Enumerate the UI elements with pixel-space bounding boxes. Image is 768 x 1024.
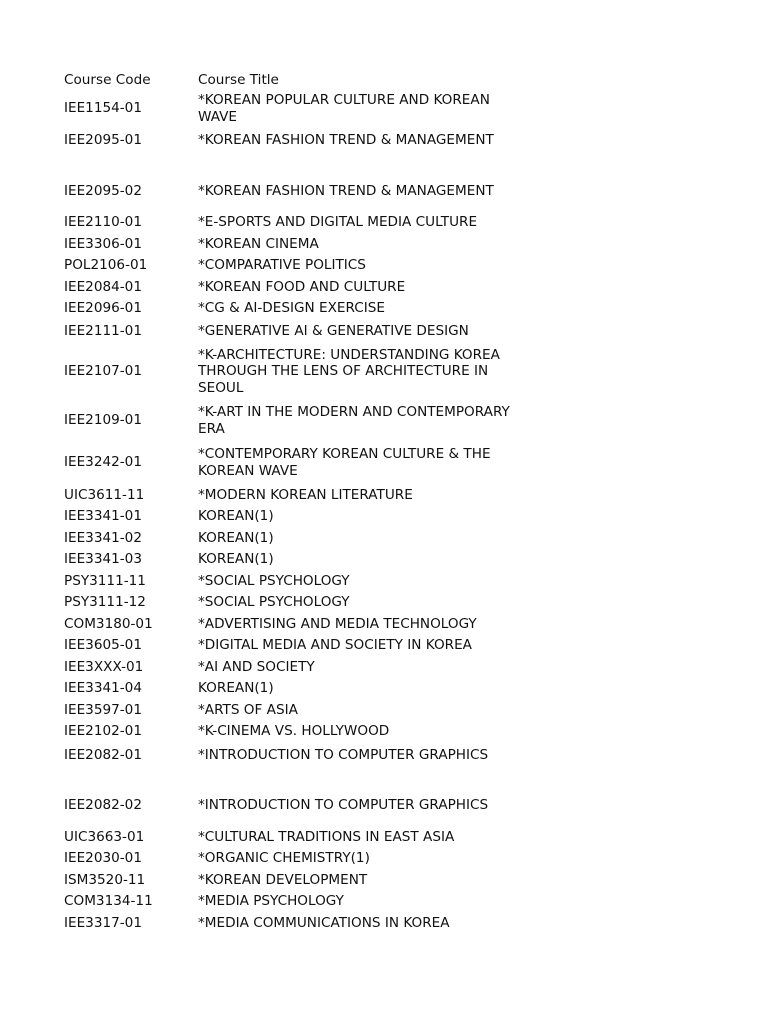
course-code: IEE2110-01 xyxy=(64,214,142,231)
course-title: *E-SPORTS AND DIGITAL MEDIA CULTURE xyxy=(198,214,478,231)
course-title: KOREAN(1) xyxy=(198,551,274,568)
course-code: IEE3341-03 xyxy=(64,551,142,568)
course-code: IEE3597-01 xyxy=(64,701,142,718)
course-code: IEE2102-01 xyxy=(64,723,142,740)
course-code: IEE3605-01 xyxy=(64,637,142,654)
table-row xyxy=(64,298,534,320)
table-row xyxy=(64,785,534,827)
course-code: COM3134-11 xyxy=(64,893,153,910)
course-title: *K-ARCHITECTURE: UNDERSTANDING KOREA THROUGH THE LENS OF ARCHITECTURE IN SEOUL xyxy=(198,346,500,396)
course-title: *MEDIA PSYCHOLOGY xyxy=(198,893,344,910)
course-code: IEE1154-01 xyxy=(64,100,142,117)
course-title: *DIGITAL MEDIA AND SOCIETY IN KOREA xyxy=(198,637,472,654)
table-row xyxy=(64,170,534,212)
course-code: IEE2082-02 xyxy=(64,797,142,814)
table-row xyxy=(64,700,534,722)
course-code: COM3180-01 xyxy=(64,615,153,632)
course-code: IEE2030-01 xyxy=(64,850,142,867)
table-row xyxy=(64,234,534,256)
course-title: *MODERN KOREAN LITERATURE xyxy=(198,486,413,503)
course-title: *ARTS OF ASIA xyxy=(198,701,298,718)
table-row xyxy=(64,721,534,743)
course-title: *SOCIAL PSYCHOLOGY xyxy=(198,594,350,611)
course-title: *INTRODUCTION TO COMPUTER GRAPHICS xyxy=(198,746,489,763)
course-code: PSY3111-12 xyxy=(64,594,146,611)
course-title: *MEDIA COMMUNICATIONS IN KOREA xyxy=(198,914,450,931)
header-course-code: Course Code xyxy=(64,71,151,88)
course-title: *SOCIAL PSYCHOLOGY xyxy=(198,572,350,589)
course-title: *COMPARATIVE POLITICS xyxy=(198,257,366,274)
course-title: *KOREAN FOOD AND CULTURE xyxy=(198,278,406,295)
table-row xyxy=(64,891,534,913)
table-row xyxy=(64,678,534,700)
table-row xyxy=(64,913,534,935)
course-title: *AI AND SOCIETY xyxy=(198,658,315,675)
table-row xyxy=(64,212,534,234)
table-row xyxy=(64,255,534,277)
course-title: *INTRODUCTION TO COMPUTER GRAPHICS xyxy=(198,797,489,814)
course-title: *GENERATIVE AI & GENERATIVE DESIGN xyxy=(198,322,469,339)
course-code: IEE3341-01 xyxy=(64,508,142,525)
table-row xyxy=(64,277,534,299)
table-row xyxy=(64,870,534,892)
course-code: IEE2096-01 xyxy=(64,300,142,317)
table-row xyxy=(64,506,534,528)
course-code: IEE2107-01 xyxy=(64,363,142,380)
table-row xyxy=(64,549,534,571)
course-title: *CG & AI-DESIGN EXERCISE xyxy=(198,300,385,317)
course-title: *KOREAN FASHION TREND & MANAGEMENT xyxy=(198,182,494,199)
course-code: POL2106-01 xyxy=(64,257,148,274)
course-code: IEE3317-01 xyxy=(64,914,142,931)
course-code: IEE3341-04 xyxy=(64,680,142,697)
table-row xyxy=(64,401,534,441)
table-row xyxy=(64,89,534,128)
course-code: UIC3663-01 xyxy=(64,828,145,845)
course-code: IEE2084-01 xyxy=(64,278,142,295)
course-title: *KOREAN DEVELOPMENT xyxy=(198,871,368,888)
course-title: *KOREAN CINEMA xyxy=(198,235,319,252)
course-code: PSY3111-11 xyxy=(64,572,146,589)
table-row xyxy=(64,848,534,870)
course-code: ISM3520-11 xyxy=(64,871,146,888)
course-title: *KOREAN FASHION TREND & MANAGEMENT xyxy=(198,132,494,148)
course-code: IEE2111-01 xyxy=(64,322,142,339)
course-table xyxy=(64,71,534,934)
table-row xyxy=(64,441,534,485)
table-row xyxy=(64,635,534,657)
course-title: *K-CINEMA VS. HOLLYWOOD xyxy=(198,723,390,740)
course-title: *ORGANIC CHEMISTRY(1) xyxy=(198,850,370,867)
course-code: IEE3242-01 xyxy=(64,454,142,471)
course-code: IEE2095-01 xyxy=(64,132,142,148)
course-title: *CONTEMPORARY KOREAN CULTURE & THE KOREAN WAVE xyxy=(198,445,491,479)
table-row xyxy=(64,528,534,550)
course-code: IEE3XXX-01 xyxy=(64,658,144,675)
course-code: UIC3611-11 xyxy=(64,486,145,503)
course-code: IEE3341-02 xyxy=(64,529,142,546)
course-title: *K-ART IN THE MODERN AND CONTEMPORARY ERA xyxy=(198,403,510,437)
course-code: IEE2109-01 xyxy=(64,412,142,429)
table-row xyxy=(64,614,534,636)
table-row xyxy=(64,485,534,507)
table-row xyxy=(64,343,534,401)
course-code: IEE2095-02 xyxy=(64,182,142,199)
course-title: *CULTURAL TRADITIONS IN EAST ASIA xyxy=(198,828,455,845)
table-row xyxy=(64,320,534,343)
course-title: KOREAN(1) xyxy=(198,680,274,697)
course-code: IEE2082-01 xyxy=(64,746,142,763)
table-header-row xyxy=(64,71,534,89)
table-row xyxy=(64,592,534,614)
table-row xyxy=(64,657,534,679)
table-row xyxy=(64,128,534,170)
table-row xyxy=(64,743,534,785)
course-title: KOREAN(1) xyxy=(198,529,274,546)
table-row xyxy=(64,827,534,849)
course-title: *ADVERTISING AND MEDIA TECHNOLOGY xyxy=(198,615,477,632)
header-course-title: Course Title xyxy=(198,71,279,88)
course-code: IEE3306-01 xyxy=(64,235,142,252)
table-row xyxy=(64,571,534,593)
course-title: *KOREAN POPULAR CULTURE AND KOREAN WAVE xyxy=(198,91,490,125)
course-title: KOREAN(1) xyxy=(198,508,274,525)
